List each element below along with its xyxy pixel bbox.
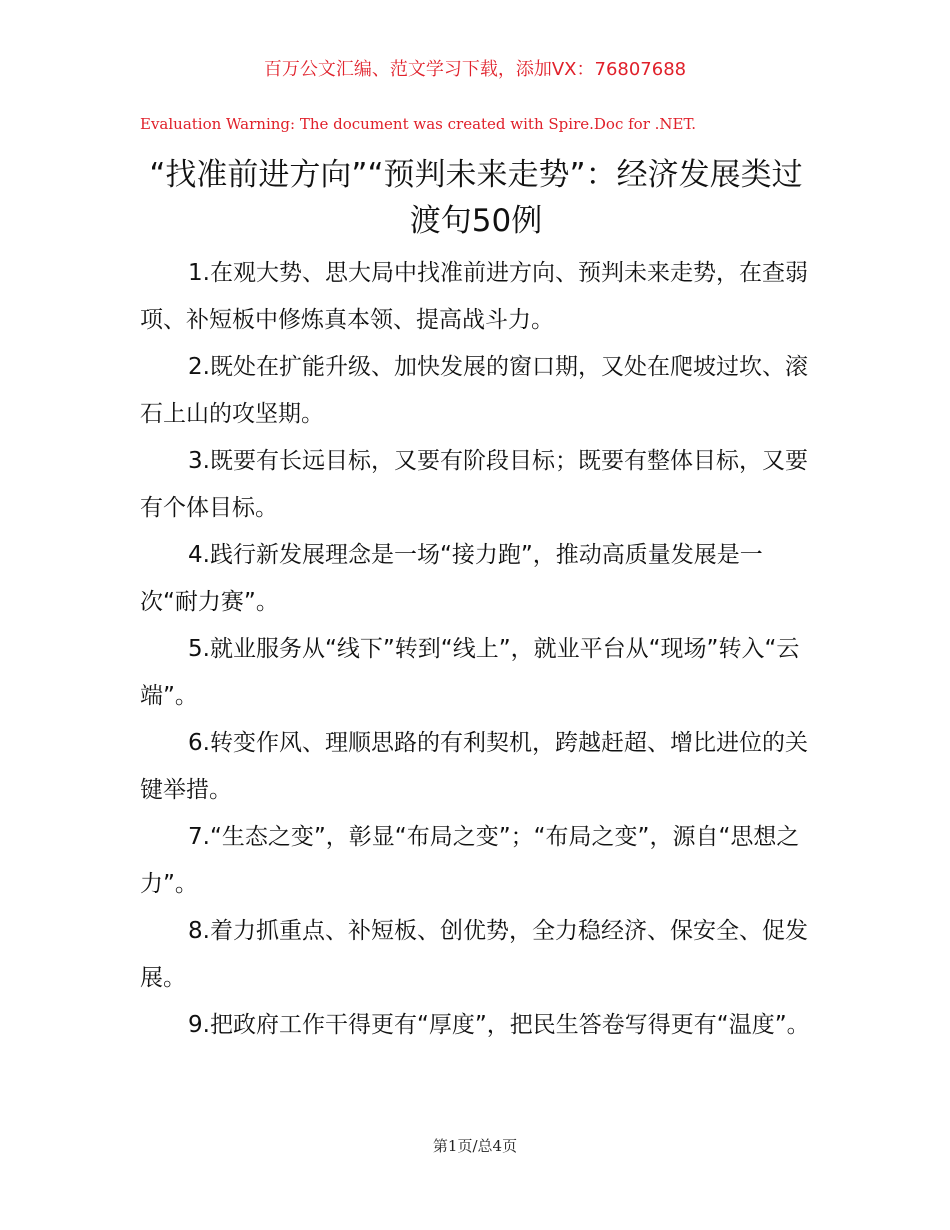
paragraph: 7.“生态之变”，彰显“布局之变”；“布局之变”，源自“思想之力”。 bbox=[140, 824, 800, 897]
paragraph: 2.既处在扩能升级、加快发展的窗口期，又处在爬坡过坎、滚石上山的攻坚期。 bbox=[140, 354, 808, 427]
paragraph: 8.着力抓重点、补短板、创优势，全力稳经济、保安全、促发展。 bbox=[140, 918, 808, 991]
document-title: “找准前进方向”“预判未来走势”：经济发展类过渡句50例 bbox=[149, 157, 803, 239]
paragraph: 5.就业服务从“线下”转到“线上”，就业平台从“现场”转入“云端”。 bbox=[140, 636, 800, 709]
header-banner: 百万公文汇编、范文学习下载，添加VX：76807688 bbox=[263, 59, 687, 80]
paragraph: 3.既要有长远目标，又要有阶段目标；既要有整体目标，又要有个体目标。 bbox=[140, 448, 808, 521]
paragraph: 4.践行新发展理念是一场“接力跑”，推动高质量发展是一次“耐力赛”。 bbox=[140, 542, 763, 615]
document-body bbox=[140, 250, 812, 1049]
page-indicator: 第1页/总4页 bbox=[432, 1137, 518, 1155]
paragraph: 9.把政府工作干得更有“厚度”，把民生答卷写得更有“温度”。 bbox=[188, 1012, 810, 1038]
paragraph: 6.转变作风、理顺思路的有利契机，跨越赶超、增比进位的关键举措。 bbox=[140, 730, 808, 803]
paragraph: 1.在观大势、思大局中找准前进方向、预判未来走势，在查弱项、补短板中修炼真本领、提高战斗力。 bbox=[140, 260, 808, 333]
evaluation-warning: Evaluation Warning: The document was created with Spire.Doc for .NET. bbox=[140, 115, 697, 133]
